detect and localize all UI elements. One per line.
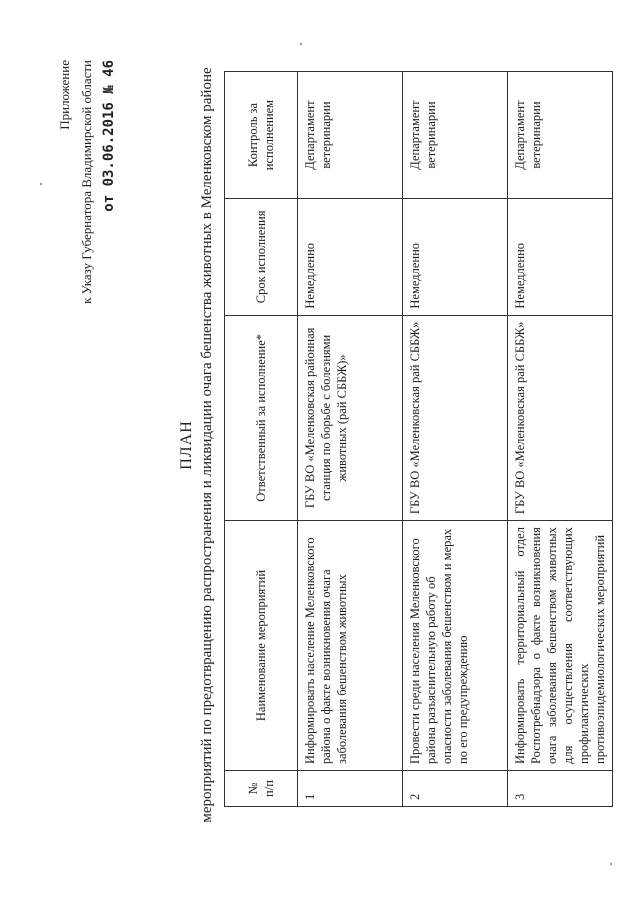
row-action: Информировать территориальный отдел Роспотребнадзора о факте возникновения очага заболевания бешенством животных для осуществления соответствующих профилактических противоэпидемиологических мероприятий [508,521,613,771]
plan-title [176,65,218,825]
table-row [508,72,613,807]
table-row [403,72,508,807]
plan-table [224,71,613,807]
plan-subtitle: мероприятий по предотвращению распространения и ликвидации очага бешенства животных в Меленковском районе [199,67,215,823]
row-responsible: ГБУ ВО «Меленковская рай СББЖ» [508,315,613,520]
table-header-row [225,72,298,807]
row-control: Департамент ветеринарии [508,72,613,199]
row-responsible: ГБУ ВО «Меленковская районная станция по борьбе с болезнями животных (рай СББЖ)» [298,315,403,520]
header-responsible: Ответственный за исполнение* [225,315,298,520]
row-num: 3 [508,771,613,807]
scan-speck [610,863,612,865]
row-deadline: Немедленно [403,199,508,315]
header-control: Контроль за исполнением [225,72,298,199]
scan-speck [300,43,302,45]
table-row [298,72,403,807]
row-num: 1 [298,771,403,807]
row-responsible: ГБУ ВО «Меленковская рай СББЖ» [403,315,508,520]
row-action: Информировать население Меленковского района о факте возникновения очага заболевания бешенством животных [298,521,403,771]
scan-speck [40,183,42,185]
row-deadline: Немедленно [298,199,403,315]
appendix-label: Приложение [57,60,72,130]
row-deadline: Немедленно [508,199,613,315]
row-num: 2 [403,771,508,807]
row-control: Департамент ветеринарии [403,72,508,199]
appendix-date: от 03.06.2016 № 46 [101,60,117,212]
row-action: Провести среди населения Меленковского района разъяснительную работу об опасности заболевания бешенством и мерах по его предупреждению [403,521,508,771]
header-num: № п/п [225,771,298,807]
header-action: Наименование мероприятий [225,521,298,771]
plan-heading: ПЛАН [178,420,195,470]
appendix-decree: к Указу Губернатора Владимирской области [79,60,94,304]
appendix-block [54,60,120,360]
header-deadline: Срок исполнения [225,199,298,315]
row-control: Департамент ветеринарии [298,72,403,199]
